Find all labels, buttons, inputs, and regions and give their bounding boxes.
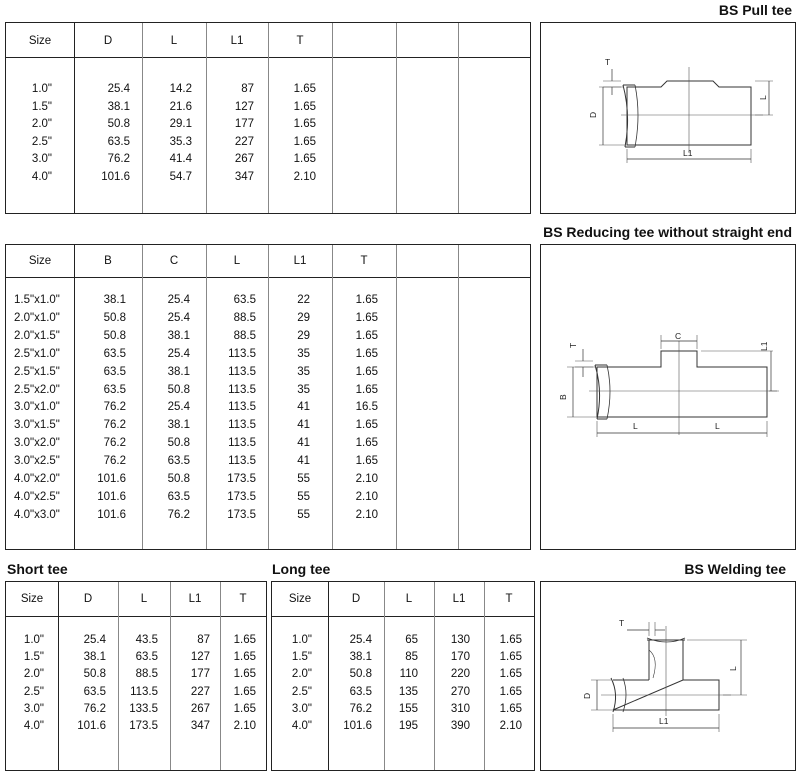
value-cell: 76.2: [167, 508, 190, 521]
value-cell: 25.4: [167, 401, 190, 414]
value-cell: 101.6: [97, 508, 126, 521]
header-t: T: [505, 593, 513, 605]
value-cell: 1.65: [499, 702, 522, 715]
value-cell: 76.2: [107, 153, 130, 165]
value-cell: 101.6: [77, 720, 106, 732]
value-cell: 110: [399, 668, 418, 681]
size-cell: 1.5"x1.0": [14, 294, 60, 306]
value-cell: 1.65: [355, 329, 378, 342]
size-cell: 2.5": [291, 685, 312, 698]
header-l: L: [140, 593, 148, 605]
value-cell: 2.10: [293, 170, 316, 183]
value-cell: 390: [450, 720, 470, 732]
value-cell: 76.2: [103, 455, 126, 468]
value-cell: 63.5: [167, 490, 190, 503]
value-cell: 1.65: [233, 668, 256, 681]
size-cell: 2.0": [291, 668, 312, 681]
value-cell: 130: [450, 634, 470, 646]
value-cell: 29: [297, 311, 310, 324]
value-cell: 87: [241, 83, 254, 95]
value-cell: 63.5: [103, 383, 126, 396]
value-cell: 101.6: [97, 473, 126, 485]
value-cell: 41: [297, 455, 310, 468]
size-cell: 1.5": [23, 651, 44, 664]
header-size: Size: [28, 255, 52, 267]
value-cell: 1.65: [293, 83, 316, 95]
size-cell: 3.0"x2.0": [14, 437, 60, 450]
header-b: B: [104, 255, 112, 267]
value-cell: 55: [297, 473, 310, 485]
pull-tee-drawing: [541, 23, 794, 212]
value-cell: 1.65: [355, 365, 378, 378]
value-cell: 267: [234, 153, 254, 165]
value-cell: 38.1: [103, 294, 126, 306]
value-cell: 63.5: [349, 685, 372, 698]
value-cell: 76.2: [103, 419, 126, 432]
value-cell: 173.5: [227, 508, 256, 521]
value-cell: 2.10: [355, 508, 378, 521]
value-cell: 2.10: [355, 490, 378, 503]
size-cell: 2.0": [31, 118, 52, 130]
welding-label-l: L: [728, 666, 738, 671]
size-cell: 2.5"x1.5": [14, 365, 60, 378]
title-bs-reducing-tee: BS Reducing tee without straight end: [543, 224, 792, 240]
value-cell: 63.5: [103, 347, 126, 360]
value-cell: 113.5: [228, 383, 256, 396]
value-cell: 35: [297, 365, 310, 378]
header-size: Size: [28, 35, 52, 47]
value-cell: 177: [190, 668, 210, 681]
header-d: D: [351, 593, 361, 605]
value-cell: 127: [190, 651, 210, 664]
value-cell: 41: [297, 401, 310, 414]
value-cell: 25.4: [167, 347, 190, 360]
value-cell: 1.65: [499, 668, 522, 681]
reducing-tee-table: [5, 244, 531, 550]
title-long-tee: Long tee: [272, 561, 331, 577]
value-cell: 63.5: [135, 651, 158, 664]
size-cell: 2.5"x1.0": [14, 347, 60, 360]
pull-label-l1: L1: [683, 148, 693, 158]
value-cell: 127: [234, 100, 254, 113]
welding-label-t: T: [619, 618, 625, 628]
value-cell: 87: [197, 634, 210, 646]
size-cell: 1.0": [291, 634, 312, 646]
welding-tee-drawing: [541, 582, 794, 769]
value-cell: 1.65: [293, 153, 316, 165]
header-t: T: [239, 593, 247, 605]
size-cell: 3.0": [291, 702, 312, 715]
value-cell: 220: [450, 668, 470, 681]
size-cell: 2.5": [23, 685, 44, 698]
header-d: D: [103, 35, 113, 47]
header-l1: L1: [188, 593, 202, 605]
value-cell: 76.2: [103, 401, 126, 414]
value-cell: 22: [297, 294, 310, 306]
value-cell: 1.65: [233, 651, 256, 664]
value-cell: 270: [450, 685, 470, 698]
value-cell: 133.5: [129, 702, 158, 715]
title-short-tee: Short tee: [7, 561, 68, 577]
value-cell: 195: [398, 720, 418, 732]
value-cell: 50.8: [349, 668, 372, 681]
value-cell: 1.65: [499, 651, 522, 664]
header-size: Size: [20, 593, 44, 605]
value-cell: 101.6: [343, 720, 372, 732]
welding-label-l1: L1: [659, 716, 669, 726]
value-cell: 54.7: [169, 170, 192, 183]
value-cell: 25.4: [167, 294, 190, 306]
value-cell: 25.4: [349, 634, 372, 646]
size-cell: 3.0"x1.0": [14, 401, 60, 414]
value-cell: 35: [297, 347, 310, 360]
value-cell: 41: [297, 419, 310, 432]
value-cell: 50.8: [103, 329, 126, 342]
value-cell: 88.5: [135, 668, 158, 681]
size-cell: 4.0"x2.5": [14, 490, 60, 503]
value-cell: 88.5: [233, 311, 256, 324]
value-cell: 50.8: [167, 473, 190, 485]
value-cell: 1.65: [293, 135, 316, 148]
value-cell: 1.65: [233, 702, 256, 715]
size-cell: 4.0"x2.0": [14, 473, 60, 485]
reducing-label-l1: L1: [759, 341, 769, 351]
value-cell: 170: [450, 651, 470, 664]
pull-label-d: D: [588, 111, 598, 118]
value-cell: 29.1: [169, 118, 192, 130]
value-cell: 1.65: [355, 419, 378, 432]
value-cell: 41: [297, 437, 310, 450]
pull-tee-table: [5, 22, 531, 214]
size-cell: 2.0": [23, 668, 44, 681]
value-cell: 38.1: [107, 100, 130, 113]
size-cell: 3.0": [31, 153, 52, 165]
value-cell: 21.6: [169, 100, 192, 113]
value-cell: 101.6: [101, 170, 130, 183]
size-cell: 4.0"x3.0": [14, 508, 60, 521]
value-cell: 25.4: [167, 311, 190, 324]
value-cell: 101.6: [97, 490, 126, 503]
header-l1: L1: [230, 35, 244, 47]
value-cell: 16.5: [355, 401, 378, 414]
value-cell: 38.1: [167, 329, 190, 342]
header-l: L: [233, 255, 241, 267]
reducing-label-t: T: [568, 342, 578, 348]
value-cell: 1.65: [233, 634, 256, 646]
value-cell: 113.5: [228, 455, 256, 468]
size-cell: 2.5": [31, 135, 52, 148]
value-cell: 29: [297, 329, 310, 342]
welding-label-d: D: [582, 692, 592, 699]
value-cell: 1.65: [355, 294, 378, 306]
value-cell: 55: [297, 508, 310, 521]
reducing-label-l-left: L: [633, 421, 638, 431]
value-cell: 88.5: [233, 329, 256, 342]
value-cell: 310: [450, 702, 470, 715]
size-cell: 1.5": [291, 651, 312, 664]
value-cell: 43.5: [135, 634, 158, 646]
value-cell: 35.3: [169, 135, 192, 148]
value-cell: 50.8: [103, 311, 126, 324]
value-cell: 63.5: [103, 365, 126, 378]
header-t: T: [296, 35, 304, 47]
value-cell: 1.65: [355, 347, 378, 360]
value-cell: 25.4: [107, 83, 130, 95]
pull-tee-diagram: [540, 22, 796, 214]
value-cell: 1.65: [499, 685, 522, 698]
value-cell: 76.2: [83, 702, 106, 715]
reducing-tee-diagram: [540, 244, 796, 550]
size-cell: 3.0"x2.5": [14, 455, 60, 468]
size-cell: 1.0": [23, 634, 44, 646]
value-cell: 76.2: [349, 702, 372, 715]
value-cell: 55: [297, 490, 310, 503]
value-cell: 50.8: [167, 437, 190, 450]
value-cell: 25.4: [83, 634, 106, 646]
size-cell: 2.5"x2.0": [14, 383, 60, 396]
size-cell: 2.0"x1.0": [14, 311, 60, 324]
size-cell: 4.0": [291, 720, 312, 732]
reducing-tee-drawing: [541, 245, 794, 548]
value-cell: 113.5: [228, 365, 256, 378]
value-cell: 38.1: [83, 651, 106, 664]
value-cell: 2.10: [233, 720, 256, 732]
value-cell: 63.5: [167, 455, 190, 468]
header-size: Size: [288, 593, 312, 605]
value-cell: 38.1: [167, 365, 190, 378]
size-cell: 4.0": [23, 720, 44, 732]
pull-label-l: L: [758, 95, 768, 100]
value-cell: 14.2: [169, 83, 192, 95]
value-cell: 63.5: [107, 135, 130, 148]
value-cell: 135: [398, 685, 418, 698]
value-cell: 1.65: [293, 118, 316, 130]
title-bs-welding-tee: BS Welding tee: [684, 561, 786, 577]
header-l1: L1: [293, 255, 307, 267]
header-d: D: [83, 593, 93, 605]
value-cell: 1.65: [355, 311, 378, 324]
value-cell: 1.65: [355, 455, 378, 468]
value-cell: 113.5: [130, 685, 158, 698]
value-cell: 227: [234, 135, 254, 148]
size-cell: 1.0": [31, 83, 52, 95]
reducing-label-b: B: [558, 394, 568, 400]
value-cell: 155: [398, 702, 418, 715]
value-cell: 113.5: [228, 419, 256, 432]
value-cell: 63.5: [83, 685, 106, 698]
pull-label-t: T: [605, 57, 611, 67]
value-cell: 227: [190, 685, 210, 698]
value-cell: 1.65: [293, 100, 316, 113]
header-l1: L1: [452, 593, 466, 605]
value-cell: 347: [234, 170, 254, 183]
size-cell: 1.5": [31, 100, 52, 113]
welding-tee-diagram: [540, 581, 796, 771]
value-cell: 173.5: [227, 473, 256, 485]
value-cell: 76.2: [103, 437, 126, 450]
reducing-label-l-right: L: [715, 421, 720, 431]
value-cell: 173.5: [227, 490, 256, 503]
value-cell: 38.1: [349, 651, 372, 664]
header-c: C: [169, 255, 179, 267]
header-l: L: [170, 35, 178, 47]
header-t: T: [360, 255, 368, 267]
value-cell: 113.5: [228, 347, 256, 360]
value-cell: 2.10: [499, 720, 522, 732]
value-cell: 1.65: [233, 685, 256, 698]
size-cell: 4.0": [31, 170, 52, 183]
header-l: L: [405, 593, 413, 605]
value-cell: 63.5: [233, 294, 256, 306]
value-cell: 38.1: [167, 419, 190, 432]
value-cell: 267: [190, 702, 210, 715]
value-cell: 173.5: [129, 720, 158, 732]
size-cell: 3.0": [23, 702, 44, 715]
value-cell: 2.10: [355, 473, 378, 485]
title-bs-pull-tee: BS Pull tee: [718, 2, 792, 18]
value-cell: 50.8: [83, 668, 106, 681]
size-cell: 2.0"x1.5": [14, 329, 60, 342]
value-cell: 1.65: [355, 383, 378, 396]
value-cell: 50.8: [167, 383, 190, 396]
value-cell: 1.65: [499, 634, 522, 646]
short-tee-table: [5, 581, 267, 771]
size-cell: 3.0"x1.5": [14, 419, 60, 432]
value-cell: 113.5: [228, 401, 256, 414]
reducing-label-c: C: [675, 331, 682, 341]
value-cell: 113.5: [228, 437, 256, 450]
value-cell: 35: [297, 383, 310, 396]
value-cell: 85: [405, 651, 418, 664]
value-cell: 41.4: [169, 153, 192, 165]
value-cell: 50.8: [107, 118, 130, 130]
value-cell: 65: [405, 634, 418, 646]
value-cell: 1.65: [355, 437, 378, 450]
value-cell: 347: [190, 720, 210, 732]
long-tee-table: [271, 581, 535, 771]
value-cell: 177: [234, 118, 254, 130]
